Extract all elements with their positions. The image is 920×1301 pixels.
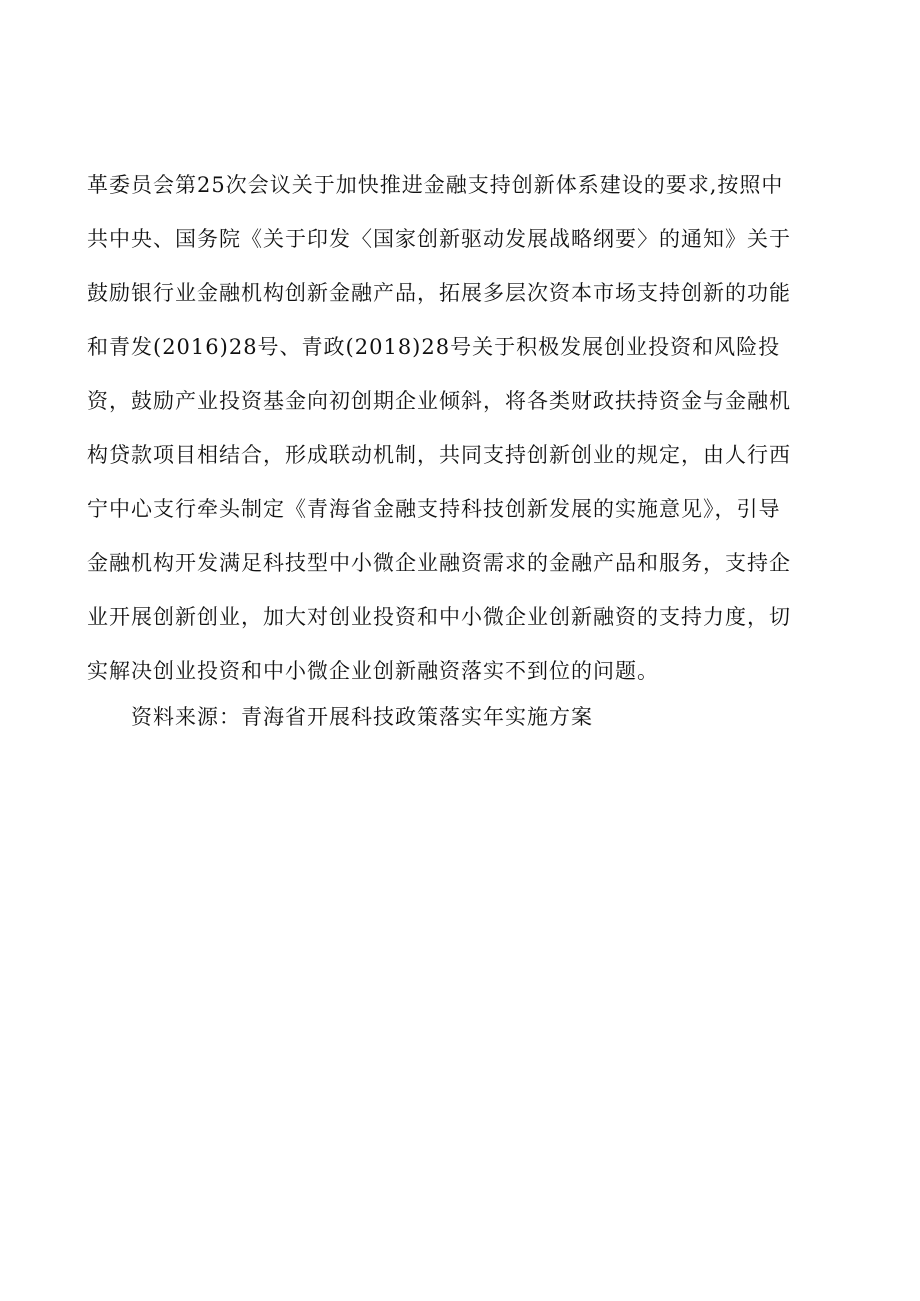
paragraph-line: 实解决创业投资和中小微企业创新融资落实不到位的问题。 — [87, 659, 659, 683]
paragraph-line: 和青发(2016)28号、青政(2018)28号关于积极发展创业投资和风险投 — [87, 335, 781, 359]
paragraph-line: 革委员会第25次会议关于加快推进金融支持创新体系建设的要求,按照中 — [87, 173, 784, 197]
source-note: 资料来源：青海省开展科技政策落实年实施方案 — [131, 705, 593, 729]
paragraph-line: 金融机构开发满足科技型中小微企业融资需求的金融产品和服务，支持企 — [87, 551, 791, 575]
paragraph-line: 鼓励银行业金融机构创新金融产品，拓展多层次资本市场支持创新的功能 — [87, 281, 791, 305]
paragraph-line: 业开展创新创业，加大对创业投资和中小微企业创新融资的支持力度，切 — [87, 605, 791, 629]
body-paragraph — [87, 158, 847, 698]
paragraph-line: 构贷款项目相结合，形成联动机制，共同支持创新创业的规定，由人行西 — [87, 443, 791, 467]
paragraph-line: 资，鼓励产业投资基金向初创期企业倾斜，将各类财政扶持资金与金融机 — [87, 389, 791, 413]
paragraph-line: 共中央、国务院《关于印发〈国家创新驱动发展战略纲要〉的通知》关于 — [87, 227, 791, 251]
paragraph-line: 宁中心支行牵头制定《青海省金融支持科技创新发展的实施意见》，引导 — [87, 497, 781, 521]
